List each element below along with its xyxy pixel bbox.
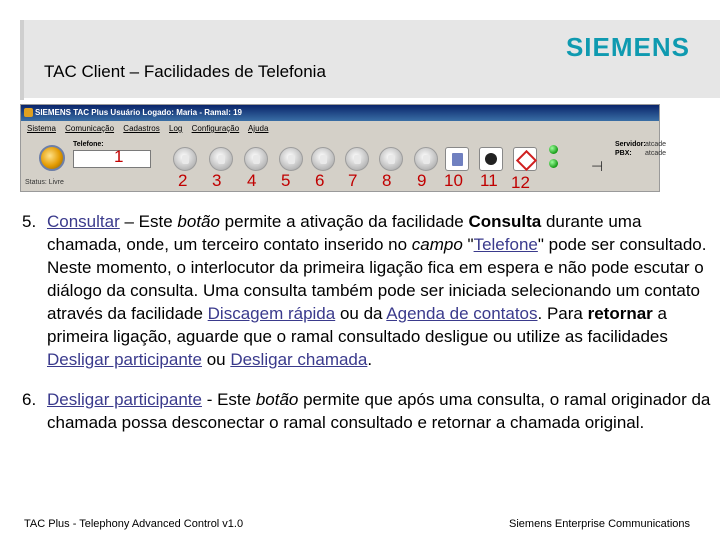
body-text (22, 210, 712, 451)
text-emphasis: botão (177, 212, 220, 231)
app-window-title: SIEMENS TAC Plus Usuário Logado: Maria - Ramal: 19 (35, 108, 242, 117)
phone-input[interactable] (73, 147, 151, 168)
menu-log[interactable]: Log (169, 124, 183, 133)
tool-button-8[interactable] (379, 147, 403, 171)
pbx-label: PBX: (615, 150, 632, 157)
telefone-link[interactable]: Telefone (473, 235, 538, 254)
contact-agenda-button[interactable] (445, 147, 469, 171)
text-run: durante uma chamada, onde, um terceiro contato inserido no (47, 212, 642, 254)
text-run: – Este (119, 212, 178, 231)
discagem-rapida-link[interactable]: Discagem rápida (207, 304, 336, 323)
desligar-participante-link[interactable]: Desligar participante (47, 350, 202, 369)
hangup-button[interactable] (513, 147, 537, 171)
callout-9: 9 (417, 171, 427, 190)
consultar-link[interactable]: Consultar (47, 212, 120, 231)
item-number: 6. (22, 390, 37, 409)
menu-sistema[interactable]: Sistema (27, 124, 56, 133)
phone-label: Telefone: (73, 141, 104, 148)
plug-icon: ⊣ (591, 158, 604, 174)
callout-4: 4 (247, 171, 257, 190)
text-run: . Para (537, 304, 588, 323)
server-value: atcade (645, 141, 667, 148)
text-run: " pode ser consultado. Neste momento, o interlocutor da primeira ligação fica em espera e não pode escutar o diálogo da consulta. Uma consulta também pode ser iniciada selecionando um contato através da facilidade (47, 235, 707, 323)
callout-12: 12 (511, 173, 530, 192)
footer-company: Siemens Enterprise Communications (509, 518, 690, 530)
text-emphasis: campo (411, 235, 463, 254)
list-item-6 (22, 388, 712, 434)
callout-2: 2 (178, 171, 188, 190)
tool-button-5[interactable] (279, 147, 303, 171)
callout-1: 1 (114, 147, 124, 166)
text-run: - Este (201, 390, 256, 409)
menu-cadastros[interactable]: Cadastros (123, 124, 160, 133)
tool-button-2[interactable] (173, 147, 197, 171)
status-orb-icon[interactable] (39, 145, 65, 171)
text-run: ou da (335, 304, 387, 323)
footer-product: TAC Plus - Telephony Advanced Control v1.0 (24, 518, 244, 530)
text-run: " (462, 235, 474, 254)
text-run: permite a ativação da facilidade (219, 212, 469, 231)
desligar-participante-link[interactable]: Desligar participante (47, 390, 202, 409)
server-label: Servidor: (615, 141, 646, 148)
status-led-2 (549, 159, 558, 168)
item-number: 5. (22, 212, 37, 231)
status-led-1 (549, 145, 558, 154)
text-bold: Consulta (468, 212, 542, 231)
callout-10: 10 (444, 171, 463, 190)
list-item-5 (22, 210, 712, 371)
text-run: ou (201, 350, 231, 369)
text-emphasis: botão (255, 390, 299, 409)
callout-11: 11 (480, 171, 498, 190)
callout-3: 3 (212, 171, 222, 190)
menu-ajuda[interactable]: Ajuda (247, 124, 269, 133)
tool-button-11[interactable] (479, 147, 503, 171)
callout-5: 5 (281, 171, 291, 190)
callout-7: 7 (348, 171, 358, 190)
menu-configuracao[interactable]: Configuração (191, 124, 240, 133)
header-accent-bar (20, 20, 24, 100)
siemens-logo: SIEMENS (565, 32, 690, 62)
tool-button-9[interactable] (414, 147, 438, 171)
text-run: permite que após uma consulta, o ramal originador da chamada possa desconectar o ramal consultado e retornar a chamada original. (47, 390, 711, 432)
pbx-value: atcade (645, 150, 667, 157)
callout-8: 8 (382, 171, 392, 190)
consult-button[interactable] (311, 147, 335, 171)
app-status-bar: Status: Livre (25, 179, 64, 186)
text-bold: retornar (587, 304, 653, 323)
tool-button-7[interactable] (345, 147, 369, 171)
text-run: . (367, 350, 373, 369)
app-menubar (21, 122, 659, 135)
tool-button-4[interactable] (244, 147, 268, 171)
desligar-chamada-link[interactable]: Desligar chamada (230, 350, 368, 369)
menu-comunicacao[interactable]: Comunicação (65, 124, 115, 133)
app-icon (24, 108, 33, 117)
tool-button-3[interactable] (209, 147, 233, 171)
app-titlebar (21, 105, 659, 121)
agenda-contatos-link[interactable]: Agenda de contatos (386, 304, 538, 323)
slide-title: TAC Client – Facilidades de Telefonia (44, 62, 326, 81)
callout-6: 6 (315, 171, 325, 190)
text-run: a primeira ligação, aguarde que o ramal consultado desligue ou utilize as facilidades (47, 304, 668, 346)
